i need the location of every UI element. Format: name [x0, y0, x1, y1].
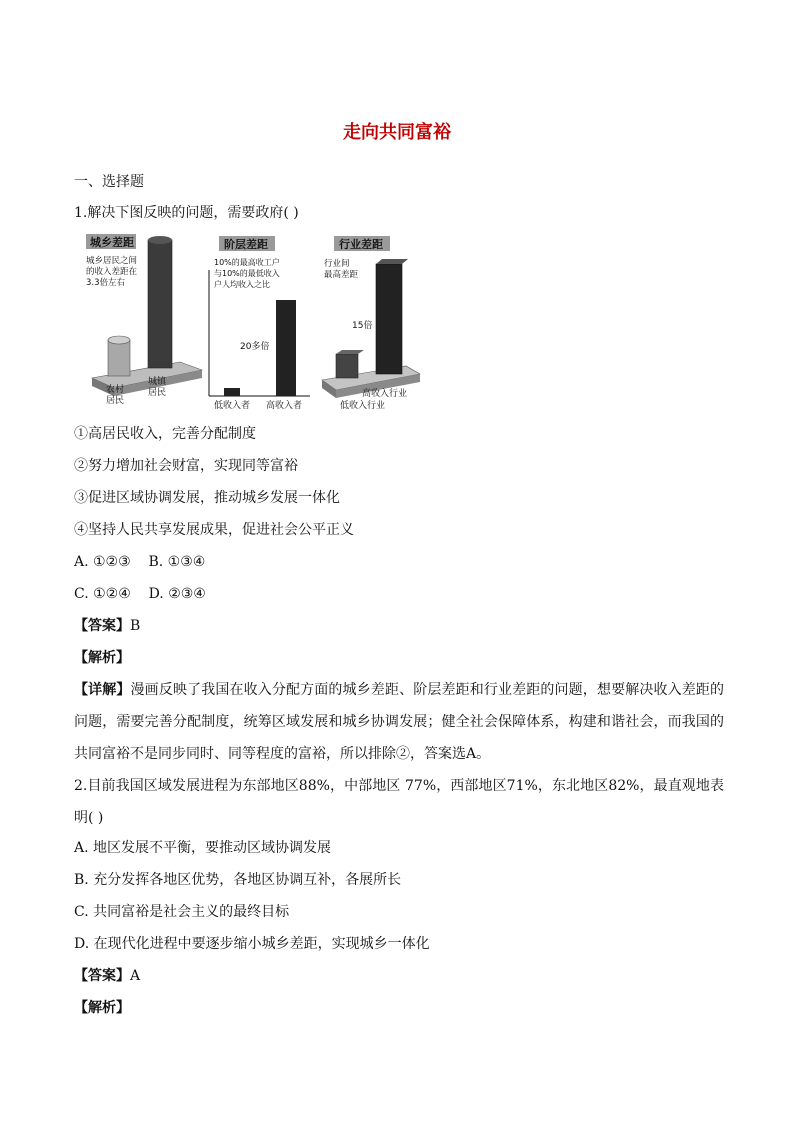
q1-answer [74, 616, 140, 636]
q1-stem: 1.解决下图反映的问题，需要政府( ) [74, 205, 299, 221]
q1-option-1: ①高居民收入，完善分配制度 [74, 426, 256, 442]
panel1-label-a2: 居民 [106, 396, 125, 406]
urban-bar [148, 240, 172, 368]
q1-detail [74, 674, 724, 770]
q1-option-2: ②努力增加社会财富，实现同等富裕 [74, 458, 298, 474]
panel-industry [322, 236, 420, 411]
panel1-label-b2: 居民 [148, 388, 167, 398]
q2-option-b: B. 充分发挥各地区优势，各地区协调互补，各展所长 [74, 872, 402, 888]
q2-option-a: A. 地区发展不平衡，要推动区域协调发展 [74, 840, 332, 856]
panel3-label-b: 高收入行业 [362, 389, 408, 399]
q2-analysis-label: 【解析】 [74, 1000, 130, 1016]
q2-option-d: D. 在现代化进程中要逐步缩小城乡差距，实现城乡一体化 [74, 936, 430, 952]
panel1-desc-2: 的收入差距在 [86, 267, 138, 277]
panel1-title: 城乡差距 [90, 236, 134, 249]
q2-stem: 2.目前我国区域发展进程为东部地区88%，中部地区 77%，西部地区71%，东北地区82%，最直观地表明( ) [74, 778, 724, 826]
q1-option-3: ③促进区域协调发展，推动城乡发展一体化 [74, 490, 340, 506]
q1-detail-text: 漫画反映了我国在收入分配方面的城乡差距、阶层差距和行业差距的问题，想要解决收入差距的问题，需要完善分配制度，统筹区域发展和城乡协调发展；健全社会保障体系，构建和谐社会，而我国的共同富裕不是同步同时、同等程度的富裕，所以排除②，答案选A。 [74, 682, 725, 762]
q2-answer [74, 966, 140, 986]
section-heading: 一、选择题 [74, 174, 144, 190]
q2-answer-value: A [130, 968, 141, 984]
q2-option-c: C. 共同富裕是社会主义的最终目标 [74, 904, 290, 920]
panel2-desc-3: 户人均收入之比 [214, 280, 270, 289]
panel3-title: 行业差距 [339, 238, 383, 251]
panel1-desc-1: 城乡居民之间 [86, 256, 138, 266]
q1-choices-row1: A. ①②③ B. ①③④ [74, 554, 206, 570]
panel-urban-rural [86, 234, 202, 406]
q1-answer-label: 【答案】 [74, 618, 130, 634]
low-income-bar [224, 388, 240, 396]
panel1-label-a1: 农村 [106, 385, 125, 395]
panel2-title: 阶层差距 [224, 238, 268, 251]
panel2-desc-1: 10%的最高收工户 [214, 258, 280, 267]
q1-detail-label: 【详解】 [74, 682, 131, 698]
panel2-desc-2: 与10%的最低收入 [214, 269, 280, 278]
panel3-desc-2: 最高差距 [324, 270, 359, 280]
high-industry-bar [376, 264, 402, 374]
panel1-desc-3: 3.3倍左右 [86, 278, 126, 288]
q1-answer-value: B [130, 618, 141, 634]
q1-analysis-label: 【解析】 [74, 650, 130, 666]
panel3-value: 15倍 [352, 321, 373, 331]
panel3-label-a: 低收入行业 [340, 401, 386, 411]
rural-bar [108, 340, 130, 376]
panel2-value: 20多倍 [240, 342, 270, 352]
panel-class [209, 236, 310, 411]
panel3-desc-1: 行业间 [324, 259, 350, 269]
q2-answer-label: 【答案】 [74, 968, 130, 984]
income-gap-figure [84, 232, 424, 412]
panel2-label-b: 高收入者 [266, 401, 303, 411]
low-industry-bar [336, 354, 358, 378]
q1-choices-row2: C. ①②④ D. ②③④ [74, 586, 206, 602]
high-income-bar [276, 300, 296, 396]
panel1-label-b1: 城镇 [148, 377, 167, 387]
q1-option-4: ④坚持人民共享发展成果，促进社会公平正义 [74, 522, 354, 538]
panel2-label-a: 低收入者 [214, 401, 251, 411]
page-title: 走向共同富裕 [343, 122, 451, 143]
